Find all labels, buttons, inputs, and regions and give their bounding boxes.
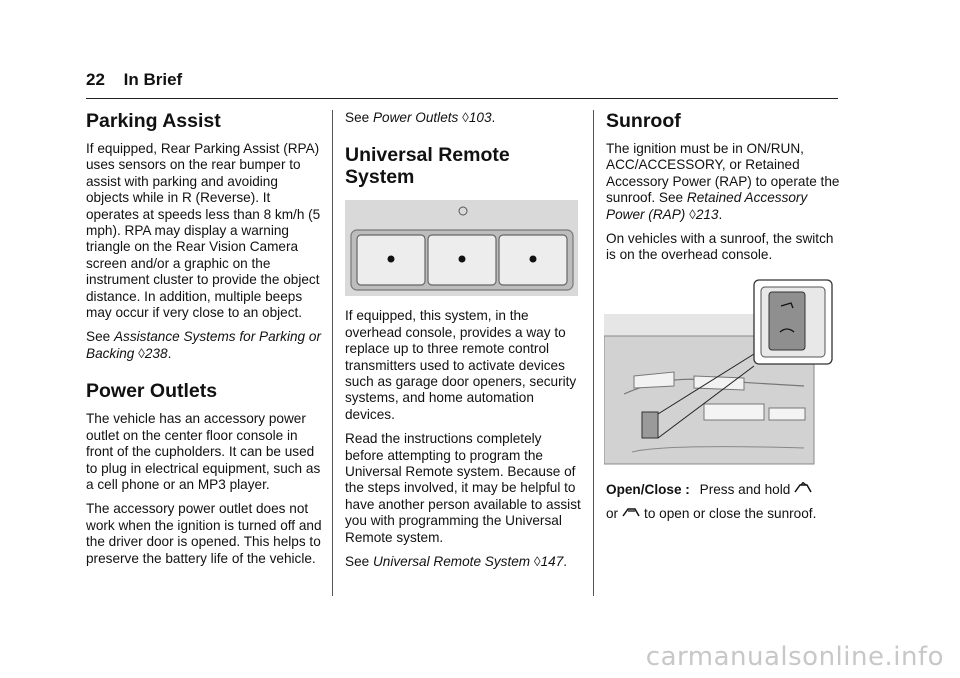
power-outlets-para1: The vehicle has an accessory power outlet on the center floor console in front of the cupholders. It can be used to plug in electrical equipment, such as a cell phone or an MP3 player. (86, 411, 321, 492)
page-ref-icon: ◊ (462, 110, 469, 125)
sunroof-para2: On vehicles with a sunroof, the switch is on the overhead console. (606, 231, 834, 263)
parking-assist-heading: Parking Assist (86, 110, 221, 132)
column-2 (345, 110, 581, 579)
parking-assist-xref[interactable]: Assistance Systems for Parking or Backing (86, 329, 321, 361)
power-outlets-heading: Power Outlets (86, 380, 218, 403)
sunroof-xref[interactable]: Retained Accessory Power (RAP) (606, 190, 808, 222)
universal-remote-para2: Read the instructions completely before attempting to program the Universal Remote system. Because of the steps involved, it may be helpful to have another person available to assist you with programming the Universal Remote system. (345, 431, 581, 545)
universal-remote-see: See Universal Remote System ◊147. (345, 554, 568, 570)
sunroof-heading: Sunroof (606, 110, 681, 132)
parking-assist-body: If equipped, Rear Parking Assist (RPA) uses sensors on the rear bumper to assist with parking and avoiding objects while in R (Reverse). It operates at speeds less than 8 km/h (5 mph). RPA may display a warning triangle on the Rear Vision Camera screen and/or a graphic on the instrument cluster to provide the object distance. In addition, multiple beeps may occur if very close to an object. (86, 141, 321, 321)
column-divider (593, 110, 594, 596)
universal-remote-para1: If equipped, this system, in the overhead console, provides a way to replace up to three remote control transmitters used to activate devices such as garage door openers, security systems, and home automation devices. (345, 308, 577, 422)
sunroof-switch-illustration (604, 276, 838, 468)
section-title: In Brief (123, 70, 183, 89)
power-outlets-page[interactable]: 103 (468, 110, 492, 125)
sunroof-open-close-cont: or to open or close the sunroof. (606, 506, 817, 522)
column-1 (86, 110, 324, 575)
universal-remote-xref[interactable]: Universal Remote System (372, 554, 531, 570)
watermark: carmanualsonline.info (645, 642, 944, 672)
column-divider (332, 110, 333, 596)
parking-assist-page[interactable]: 238 (144, 345, 168, 361)
sunroof-para1: The ignition must be in ON/RUN, ACC/ACCESSORY, or Retained Accessory Power (RAP) to operate the sunroof. See Retained Accessory Power (RAP) ◊213. (606, 141, 840, 222)
page-ref-icon: ◊ (689, 206, 696, 222)
power-outlets-xref[interactable]: Power Outlets (372, 110, 459, 125)
header-rule (86, 98, 838, 99)
power-outlets-see: See Power Outlets ◊103. (345, 110, 496, 125)
universal-remote-heading: Universal Remote System (345, 144, 510, 189)
sunroof-open-close: Open/Close : Press and hold (606, 482, 842, 498)
page-ref-icon: ◊ (138, 345, 145, 361)
page-ref-icon: ◊ (533, 554, 541, 570)
universal-remote-buttons-illustration (345, 200, 578, 296)
open-close-label: Open/Close : (606, 481, 690, 497)
page-number: 22 (86, 70, 105, 89)
column-3 (606, 110, 842, 531)
sunroof-close-icon (622, 505, 644, 522)
sunroof-page[interactable]: 213 (695, 206, 719, 222)
running-header (86, 70, 182, 90)
universal-remote-page[interactable]: 147 (540, 554, 564, 570)
sunroof-open-icon (794, 481, 812, 498)
power-outlets-para2: The accessory power outlet does not work when the ignition is turned off and the driver door is opened. This helps to preserve the battery life of the vehicle. (86, 501, 322, 566)
parking-assist-see: See Assistance Systems for Parking or Backing ◊238. (86, 329, 321, 361)
